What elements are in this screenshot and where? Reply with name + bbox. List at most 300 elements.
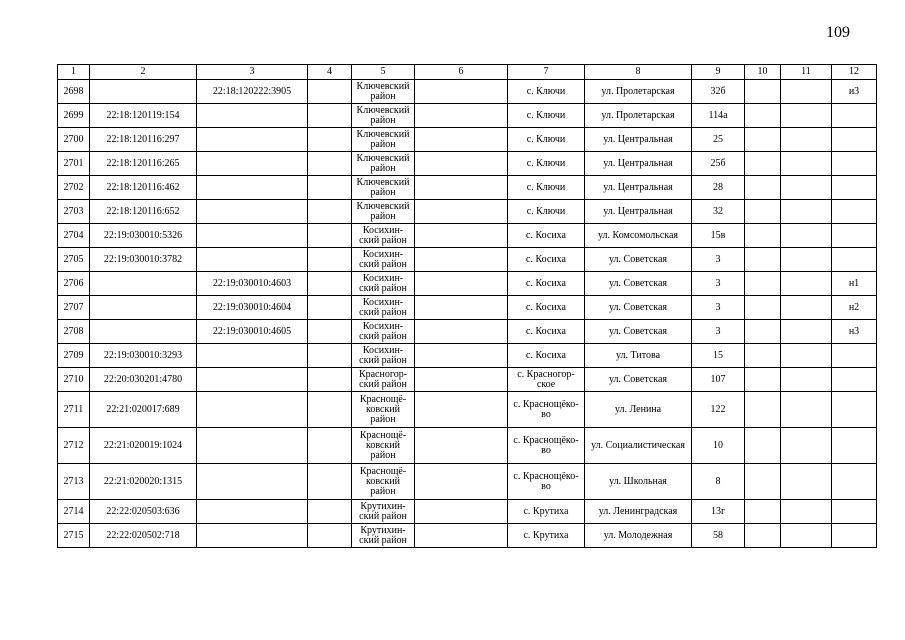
column-header: 6 [415,65,508,80]
settlement-cell-line: с. Ключи [526,109,566,121]
row-number: 2713 [58,464,90,500]
cell-col6 [415,524,508,548]
table-row [58,368,877,392]
district-cell-line: ский район [359,510,407,522]
district-cell [352,368,415,392]
district-cell-line: Косихин- [362,248,404,260]
row-number: 2702 [58,176,90,200]
cell-col10 [745,428,781,464]
house-number: 114а [692,104,745,128]
table-header-row [58,65,877,80]
column-header: 4 [308,65,352,80]
cadastral-number: 22:22:020503:636 [90,500,197,524]
cell-col6 [415,80,508,104]
cadastral-number-alt: 22:18:120222:3905 [197,80,308,104]
settlement-cell-line: с. Краснощёко- [513,434,579,446]
table-row [58,500,877,524]
row-number: 2708 [58,320,90,344]
cell-col11 [781,152,832,176]
district-cell-line: ский район [359,534,407,546]
note-cell [832,392,877,428]
district-cell [352,296,415,320]
cadastral-number: 22:21:020020:1315 [90,464,197,500]
note-cell [832,104,877,128]
district-cell [352,200,415,224]
district-cell-line: ковский [365,475,400,487]
cell-col4 [308,464,352,500]
district-cell-line: район [370,138,396,150]
cell-col10 [745,272,781,296]
house-number: 15 [692,344,745,368]
settlement-cell [508,524,585,548]
street-cell: ул. Центральная [585,200,692,224]
note-cell [832,200,877,224]
row-number: 2709 [58,344,90,368]
table-row [58,272,877,296]
row-number: 2699 [58,104,90,128]
cell-col4 [308,272,352,296]
cell-col10 [745,296,781,320]
cell-col11 [781,344,832,368]
cadastral-number: 22:21:020017:689 [90,392,197,428]
settlement-cell-line: с. Ключи [526,85,566,97]
house-number: 58 [692,524,745,548]
table-row [58,176,877,200]
page-number: 109 [826,24,850,41]
cell-col10 [745,464,781,500]
district-cell-line: Ключевский [356,152,410,164]
row-number: 2707 [58,296,90,320]
district-cell-line: Ключевский [356,104,410,116]
cell-col10 [745,104,781,128]
settlement-cell-line: с. Косиха [526,301,566,313]
cell-col11 [781,248,832,272]
settlement-cell-line: с. Крутиха [523,505,569,517]
house-number: 3 [692,320,745,344]
settlement-cell-line: во [541,444,551,456]
street-cell: ул. Центральная [585,128,692,152]
cadastral-number-alt [197,500,308,524]
settlement-cell-line: с. Косиха [526,229,566,241]
cadastral-number: 22:20:030201:4780 [90,368,197,392]
cell-col6 [415,320,508,344]
cadastral-number-alt [197,104,308,128]
district-cell-line: Краснощё- [359,429,407,441]
cell-col11 [781,428,832,464]
cell-col4 [308,248,352,272]
house-number: 3 [692,296,745,320]
district-cell-line: ский район [359,282,407,294]
cell-col11 [781,80,832,104]
cell-col6 [415,344,508,368]
settlement-cell-line: с. Краснощёко- [513,470,579,482]
street-cell: ул. Ленина [585,392,692,428]
cell-col11 [781,200,832,224]
district-cell [352,524,415,548]
column-header: 2 [90,65,197,80]
settlement-cell [508,200,585,224]
note-cell [832,224,877,248]
cadastral-number: 22:18:120116:297 [90,128,197,152]
district-cell [352,464,415,500]
district-cell-line: район [370,449,396,461]
house-number: 107 [692,368,745,392]
note-cell [832,152,877,176]
district-cell [352,500,415,524]
cell-col10 [745,224,781,248]
district-cell-line: район [370,114,396,126]
cell-col6 [415,428,508,464]
cadastral-number-alt: 22:19:030010:4605 [197,320,308,344]
cell-col10 [745,320,781,344]
house-number: 15в [692,224,745,248]
district-cell [352,344,415,368]
settlement-cell [508,104,585,128]
cadastral-number-alt [197,200,308,224]
settlement-cell-line: во [541,408,551,420]
settlement-cell-line: с. Ключи [526,157,566,169]
street-cell: ул. Центральная [585,176,692,200]
note-cell: н1 [832,272,877,296]
cadastral-number-alt [197,152,308,176]
cadastral-number [90,320,197,344]
district-cell-line: Краснощё- [359,465,407,477]
cadastral-number: 22:19:030010:5326 [90,224,197,248]
settlement-cell-line: во [541,480,551,492]
district-cell [352,392,415,428]
column-header: 9 [692,65,745,80]
note-cell [832,176,877,200]
district-cell-line: ский район [359,258,407,270]
settlement-cell-line: с. Косиха [526,325,566,337]
settlement-cell [508,368,585,392]
row-number: 2705 [58,248,90,272]
settlement-cell-line: с. Косиха [526,349,566,361]
district-cell-line: Крутихин- [360,500,406,512]
cadastral-number: 22:18:120116:265 [90,152,197,176]
settlement-cell-line: ское [536,378,556,390]
cadastral-number [90,296,197,320]
cell-col10 [745,524,781,548]
house-number: 3 [692,272,745,296]
district-cell-line: Косихин- [362,344,404,356]
settlement-cell [508,80,585,104]
cadastral-number: 22:18:120116:652 [90,200,197,224]
table-row [58,428,877,464]
cadastral-number-alt [197,392,308,428]
column-header: 5 [352,65,415,80]
cell-col6 [415,104,508,128]
district-cell-line: район [370,90,396,102]
settlement-cell [508,464,585,500]
cell-col6 [415,368,508,392]
cadastral-number-alt [197,224,308,248]
cell-col6 [415,224,508,248]
cell-col4 [308,392,352,428]
house-number: 8 [692,464,745,500]
district-cell-line: Ключевский [356,128,410,140]
cell-col10 [745,344,781,368]
table-row [58,104,877,128]
cell-col10 [745,176,781,200]
cadastral-number-alt [197,128,308,152]
district-cell [352,152,415,176]
row-number: 2704 [58,224,90,248]
district-cell-line: Ключевский [356,200,410,212]
cell-col11 [781,320,832,344]
district-cell [352,176,415,200]
table-row [58,224,877,248]
cell-col4 [308,176,352,200]
cadastral-number: 22:22:020502:718 [90,524,197,548]
cell-col10 [745,392,781,428]
house-number: 3 [692,248,745,272]
settlement-cell [508,152,585,176]
table-row [58,152,877,176]
column-header: 8 [585,65,692,80]
cell-col11 [781,272,832,296]
cell-col10 [745,128,781,152]
district-cell-line: Косихин- [362,224,404,236]
cell-col4 [308,80,352,104]
cell-col4 [308,152,352,176]
district-cell-line: Косихин- [362,272,404,284]
settlement-cell [508,296,585,320]
cell-col4 [308,344,352,368]
house-number: 32 [692,200,745,224]
table-row [58,464,877,500]
column-header: 11 [781,65,832,80]
cell-col4 [308,320,352,344]
district-cell-line: Ключевский [356,176,410,188]
settlement-cell [508,500,585,524]
district-cell [352,272,415,296]
house-number: 13г [692,500,745,524]
street-cell: ул. Школьная [585,464,692,500]
cell-col6 [415,392,508,428]
cell-col10 [745,152,781,176]
settlement-cell [508,344,585,368]
table-row [58,248,877,272]
street-cell: ул. Советская [585,320,692,344]
row-number: 2701 [58,152,90,176]
cell-col11 [781,176,832,200]
cell-col6 [415,464,508,500]
house-number: 122 [692,392,745,428]
cell-col4 [308,524,352,548]
cell-col10 [745,200,781,224]
street-cell: ул. Советская [585,296,692,320]
house-number: 28 [692,176,745,200]
settlement-cell-line: с. Краснощёко- [513,398,579,410]
column-header: 3 [197,65,308,80]
district-cell [352,320,415,344]
cell-col10 [745,80,781,104]
house-number: 25б [692,152,745,176]
district-cell-line: ский район [359,330,407,342]
cell-col11 [781,464,832,500]
table-body [58,65,877,548]
district-cell [352,428,415,464]
table-row [58,392,877,428]
cell-col11 [781,524,832,548]
district-cell-line: Краснощё- [359,393,407,405]
note-cell [832,248,877,272]
row-number: 2703 [58,200,90,224]
cadastral-number: 22:21:020019:1024 [90,428,197,464]
cell-col4 [308,128,352,152]
cell-col6 [415,248,508,272]
cell-col4 [308,368,352,392]
cell-col10 [745,368,781,392]
cell-col4 [308,200,352,224]
row-number: 2712 [58,428,90,464]
note-cell: и3 [832,80,877,104]
settlement-cell [508,428,585,464]
district-cell-line: ский район [359,354,407,366]
district-cell-line: район [370,186,396,198]
district-cell [352,128,415,152]
cadastral-number-alt: 22:19:030010:4603 [197,272,308,296]
row-number: 2715 [58,524,90,548]
settlement-cell [508,320,585,344]
cell-col11 [781,500,832,524]
house-number: 10 [692,428,745,464]
table-row [58,80,877,104]
note-cell [832,428,877,464]
cell-col4 [308,428,352,464]
district-cell-line: район [370,162,396,174]
note-cell [832,128,877,152]
note-cell: н2 [832,296,877,320]
cell-col4 [308,296,352,320]
cell-col6 [415,176,508,200]
row-number: 2698 [58,80,90,104]
cadastral-number-alt [197,368,308,392]
cell-col6 [415,200,508,224]
settlement-cell [508,272,585,296]
cadastral-number: 22:18:120116:462 [90,176,197,200]
cell-col10 [745,248,781,272]
cadastral-number [90,80,197,104]
district-cell-line: Ключевский [356,80,410,92]
note-cell [832,524,877,548]
district-cell-line: Косихин- [362,320,404,332]
settlement-cell-line: с. Косиха [526,277,566,289]
cell-col4 [308,104,352,128]
registry-table [57,64,877,548]
note-cell [832,368,877,392]
cell-col11 [781,224,832,248]
settlement-cell [508,224,585,248]
note-cell [832,500,877,524]
cell-col10 [745,500,781,524]
street-cell: ул. Советская [585,248,692,272]
cell-col11 [781,392,832,428]
settlement-cell [508,392,585,428]
row-number: 2706 [58,272,90,296]
table-row [58,320,877,344]
row-number: 2700 [58,128,90,152]
cadastral-number-alt [197,344,308,368]
cadastral-number-alt [197,176,308,200]
district-cell-line: Косихин- [362,296,404,308]
cadastral-number: 22:19:030010:3782 [90,248,197,272]
settlement-cell [508,248,585,272]
street-cell: ул. Комсомольская [585,224,692,248]
column-header: 7 [508,65,585,80]
settlement-cell-line: с. Ключи [526,133,566,145]
settlement-cell [508,176,585,200]
cadastral-number [90,272,197,296]
settlement-cell-line: с. Ключи [526,181,566,193]
district-cell [352,104,415,128]
cadastral-number-alt: 22:19:030010:4604 [197,296,308,320]
table-row [58,128,877,152]
district-cell-line: ковский [365,403,400,415]
note-cell: н3 [832,320,877,344]
street-cell: ул. Социалистическая [585,428,692,464]
settlement-cell-line: с. Крутиха [523,529,569,541]
district-cell [352,80,415,104]
cell-col4 [308,500,352,524]
street-cell: ул. Советская [585,272,692,296]
cadastral-number-alt [197,428,308,464]
table-row [58,200,877,224]
note-cell [832,344,877,368]
column-header: 10 [745,65,781,80]
district-cell-line: Крутихин- [360,524,406,536]
district-cell-line: Красногор- [358,368,408,380]
district-cell-line: район [370,210,396,222]
street-cell: ул. Пролетарская [585,80,692,104]
cadastral-number-alt [197,464,308,500]
table-row [58,344,877,368]
street-cell: ул. Молодежная [585,524,692,548]
street-cell: ул. Ленинградская [585,500,692,524]
row-number: 2711 [58,392,90,428]
cell-col11 [781,368,832,392]
district-cell [352,224,415,248]
cell-col11 [781,296,832,320]
cadastral-number: 22:19:030010:3293 [90,344,197,368]
cell-col6 [415,272,508,296]
cell-col11 [781,128,832,152]
street-cell: ул. Пролетарская [585,104,692,128]
settlement-cell [508,128,585,152]
house-number: 25 [692,128,745,152]
column-header: 1 [58,65,90,80]
settlement-cell-line: с. Ключи [526,205,566,217]
street-cell: ул. Центральная [585,152,692,176]
cadastral-number-alt [197,248,308,272]
district-cell-line: ский район [359,306,407,318]
district-cell-line: район [370,485,396,497]
row-number: 2710 [58,368,90,392]
cell-col6 [415,500,508,524]
house-number: 32б [692,80,745,104]
settlement-cell-line: с. Красногор- [517,368,575,380]
cell-col11 [781,104,832,128]
row-number: 2714 [58,500,90,524]
settlement-cell-line: с. Косиха [526,253,566,265]
street-cell: ул. Титова [585,344,692,368]
cell-col6 [415,128,508,152]
district-cell-line: ковский [365,439,400,451]
district-cell-line: район [370,413,396,425]
cadastral-number: 22:18:120119:154 [90,104,197,128]
note-cell [832,464,877,500]
